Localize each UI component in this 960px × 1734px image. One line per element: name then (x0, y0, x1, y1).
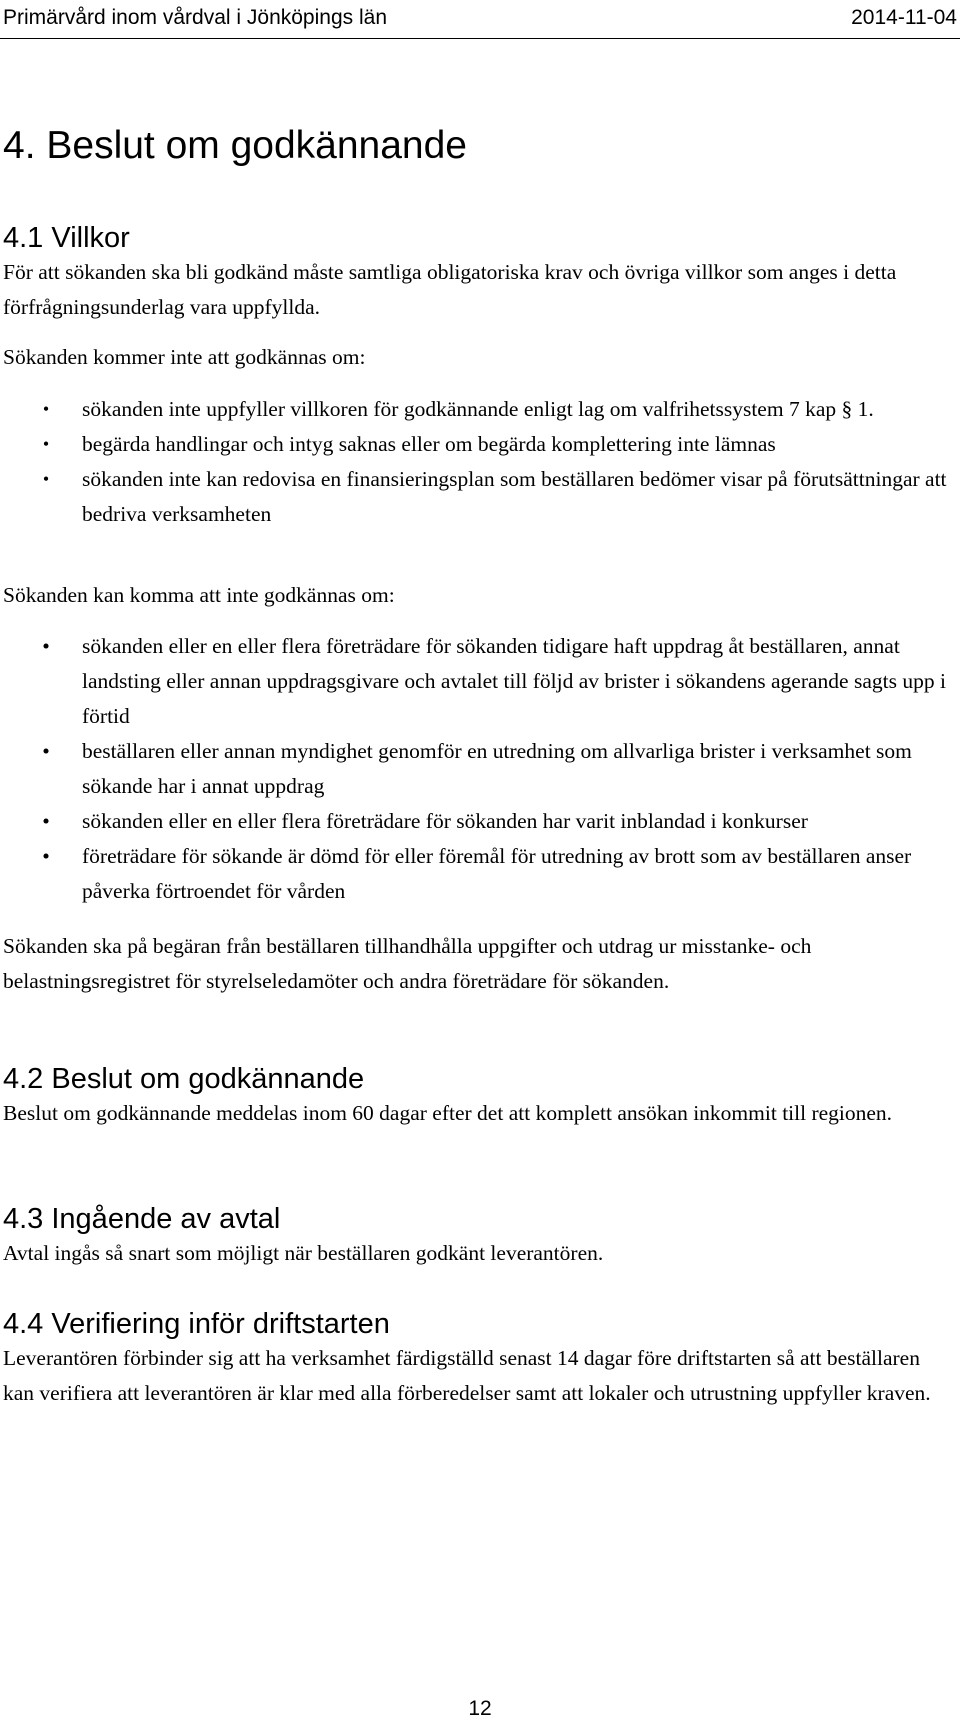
section-4-4-text: Leverantören förbinder sig att ha verksamhet färdigställd senast 14 dagar före driftstarten så att beställaren kan verifiera att leverantören är klar med alla förberedelser samt att lokaler och utrustning uppfyller kraven. (3, 1346, 931, 1405)
bullet-icon: • (42, 399, 50, 419)
not-approved-list (0, 392, 960, 532)
page-number: 12 (468, 1697, 492, 1720)
list-item: • sökanden inte uppfyller villkoren för godkännande enligt lag om valfrihetssystem 7 kap § 1. (0, 392, 960, 427)
bullet-icon: • (42, 844, 50, 868)
page-header (0, 0, 960, 50)
list-item: • sökanden eller en eller flera företrädare för sökanden har varit inblandad i konkurser (0, 804, 960, 839)
bullet-icon: • (42, 739, 50, 763)
section-4-4-heading: 4.4 Verifiering inför driftstarten (3, 1308, 390, 1340)
section-4-2-heading: 4.2 Beslut om godkännande (3, 1063, 365, 1095)
bullet-icon: • (42, 634, 50, 658)
section-4-1-heading: 4.1 Villkor (3, 222, 130, 254)
list-item: • sökanden eller en eller flera företrädare för sökanden tidigare haft uppdrag åt beställaren, annat landsting eller annan uppdragsgivare och avtalet till följd av brister i sökandens agerande sagts upp i förtid (0, 629, 960, 734)
bullet-icon: • (42, 809, 50, 833)
section-4-1-closing: Sökanden ska på begäran från beställaren tillhandhålla uppgifter och utdrag ur misstanke- och belastningsregistret för styrelseledamöter och andra företrädare för sökanden. (3, 934, 812, 993)
list-item: • beställaren eller annan myndighet genomför en utredning om allvarliga brister i verksamhet som sökande har i annat uppdrag (0, 734, 960, 804)
not-approved-intro: Sökanden kommer inte att godkännas om: (3, 345, 366, 369)
section-4-1-intro: För att sökanden ska bli godkänd måste samtliga obligatoriska krav och övriga villkor som anges i detta förfrågningsunderlag vara uppfyllda. (3, 260, 897, 319)
header-divider (0, 38, 960, 39)
list-item: • företrädare för sökande är dömd för eller föremål för utredning av brott som av beställaren anser påverka förtroendet för vården (0, 839, 960, 909)
list-item: • sökanden inte kan redovisa en finansieringsplan som beställaren bedömer visar på förutsättningar att bedriva verksamheten (0, 462, 960, 532)
bullet-icon: • (42, 469, 50, 489)
header-date: 2014-11-04 (851, 6, 957, 29)
may-not-intro: Sökanden kan komma att inte godkännas om: (3, 583, 395, 607)
section-4-3-text: Avtal ingås så snart som möjligt när beställaren godkänt leverantören. (3, 1241, 604, 1265)
section-4-2-text: Beslut om godkännande meddelas inom 60 dagar efter det att komplett ansökan inkommit till regionen. (3, 1101, 893, 1125)
bullet-icon: • (42, 434, 50, 454)
list-item: • begärda handlingar och intyg saknas eller om begärda komplettering inte lämnas (0, 427, 960, 462)
section-4-3-heading: 4.3 Ingående av avtal (3, 1203, 281, 1235)
may-not-list (0, 629, 960, 909)
header-document-title: Primärvård inom vårdval i Jönköpings län (3, 6, 387, 29)
section-4-heading: 4. Beslut om godkännande (3, 124, 468, 167)
